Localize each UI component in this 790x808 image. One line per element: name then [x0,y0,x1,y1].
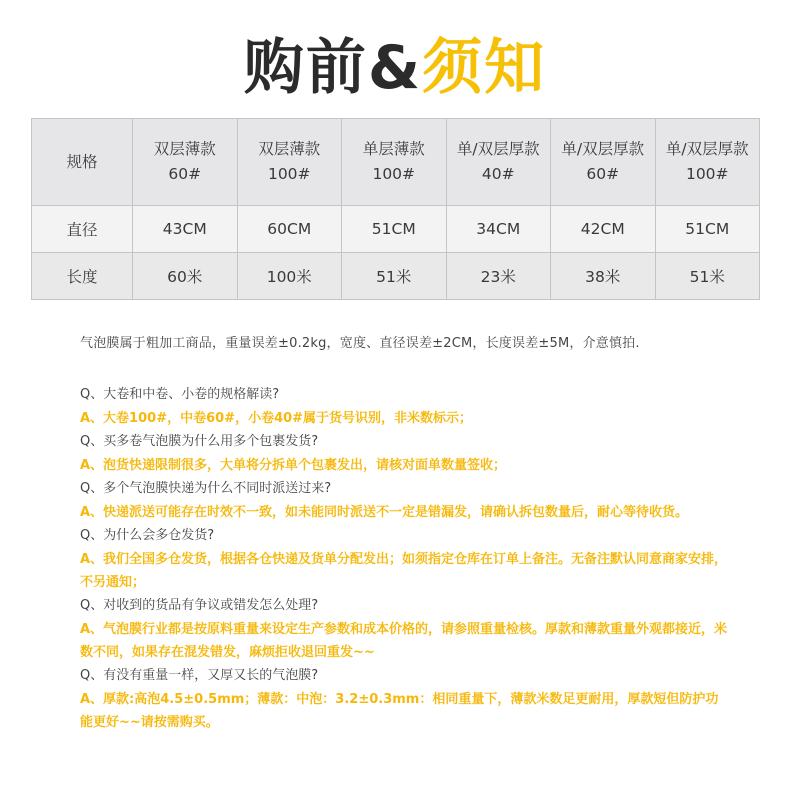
faq-question: Q、多个气泡膜快递为什么不同时派送过来? [80,481,332,496]
faq-answer: A、大卷100#，中卷60#，小卷40#属于货号识别，非米数标示； [80,411,473,426]
table-cell: 23米 [446,253,551,300]
table-cell: 34CM [446,206,551,253]
tolerance-note: 气泡膜属于粗加工商品，重量误差±0.2kg，宽度、直径误差±2CM，长度误差±5M，介意慎拍. [80,336,640,351]
title-part-1: 购前& [243,33,423,103]
table-cell: 60CM [237,206,342,253]
table-cell: 60米 [133,253,238,300]
row-label: 直径 [32,206,133,253]
page-title [0,28,790,108]
faq-list [80,384,730,735]
title-part-2: 须知 [422,33,547,103]
table-cell: 38米 [551,253,656,300]
faq-answer: A、厚款:高泡4.5±0.5mm；薄款：中泡：3.2±0.3mm：相同重量下，薄款米数足更耐用，厚款短但防护功能更好~~请按需购买。 [80,692,719,730]
table-header-cell: 规格 [32,119,133,206]
faq-question: Q、对收到的货品有争议或错发怎么处理? [80,598,319,613]
table-header-row [32,119,760,206]
faq-answer: A、气泡膜行业都是按原料重量来设定生产参数和成本价格的，请参照重量检核。厚款和薄款重量外观都接近，米数不同，如果存在混发错发，麻烦拒收退回重发~~ [80,622,728,660]
spec-table [31,118,760,300]
table-cell: 42CM [551,206,656,253]
table-header-cell: 单/双层厚款 40# [446,119,551,206]
table-header-cell: 单/双层厚款 100# [655,119,760,206]
table-cell: 51CM [655,206,760,253]
faq-answer: A、快递派送可能存在时效不一致，如未能同时派送不一定是错漏发，请确认拆包数量后，耐心等待收货。 [80,505,689,520]
table-header-cell: 单层薄款 100# [342,119,447,206]
table-header-cell: 双层薄款 60# [133,119,238,206]
faq-answer: A、我们全国多仓发货，根据各仓快递及货单分配发出；如须指定仓库在订单上备注。无备注默认同意商家安排，不另通知； [80,552,728,590]
table-row [32,253,760,300]
table-cell: 51米 [655,253,760,300]
faq-question: Q、买多卷气泡膜为什么用多个包裹发货? [80,434,319,449]
table-cell: 100米 [237,253,342,300]
faq-answer: A、泡货快递限制很多，大单将分拆单个包裹发出，请核对面单数量签收； [80,458,507,473]
faq-question: Q、大卷和中卷、小卷的规格解读? [80,387,280,402]
table-cell: 51CM [342,206,447,253]
table-header-cell: 双层薄款 100# [237,119,342,206]
faq-question: Q、有没有重量一样，又厚又长的气泡膜? [80,668,319,683]
table-row [32,206,760,253]
table-cell: 43CM [133,206,238,253]
row-label: 长度 [32,253,133,300]
faq-question: Q、为什么会多仓发货? [80,528,215,543]
table-cell: 51米 [342,253,447,300]
table-header-cell: 单/双层厚款 60# [551,119,656,206]
